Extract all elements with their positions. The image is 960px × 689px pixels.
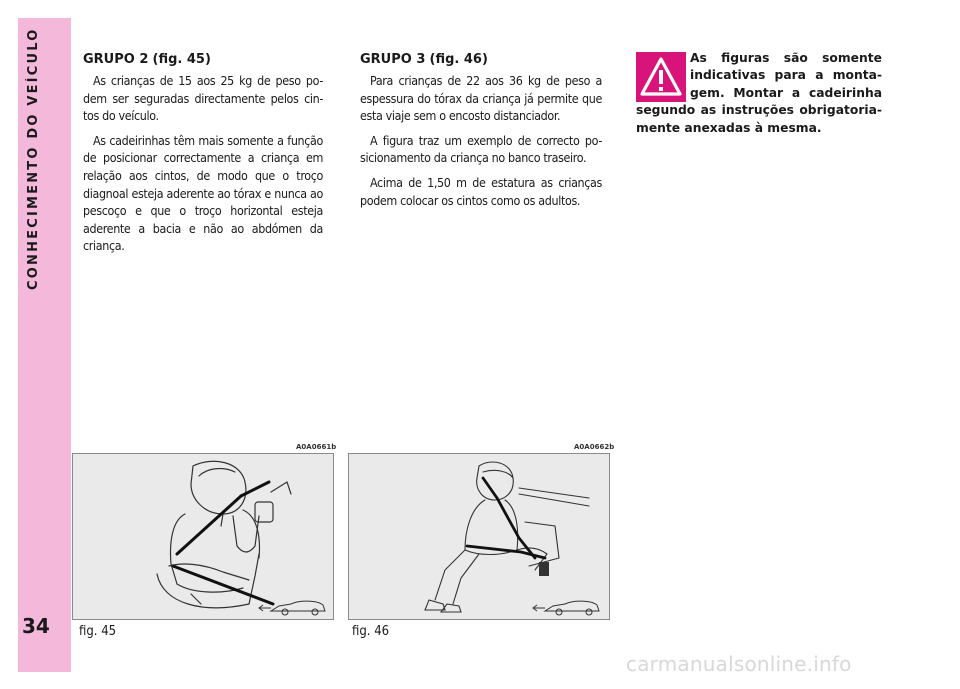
heading-title: GRUPO 2 [83,52,149,67]
warning-text: As figuras são somente indicativas para a monta-gem. Montar a cadeirinha segundo as instruções obrigatoria-mente anexadas à mesma. [636,51,882,135]
heading-fig-ref: (fig. 46) [429,52,488,67]
paragraph: Para crianças de 22 aos 36 kg de peso a espessura do tórax da criança já permite que esta viaje sem o encosto distanciador. [360,73,602,124]
paragraph: As cadeirinhas têm mais somente a função de posicionar correctamente a criança em relação aos cintos, de modo que o troço diagnoal esteja aderente ao tórax e nunca ao pescoço e que o troço horizontal esteja aderente a bacia e não ao abdómen da criança. [83,132,323,254]
figure-code: A0A0661b [296,443,337,451]
heading-title: GRUPO 3 [360,52,426,67]
child-rear-seat-belt-illustration [349,454,609,619]
figure-45-image [72,453,334,620]
figure-caption: fig. 46 [352,624,390,639]
figure-caption: fig. 45 [79,624,117,639]
child-booster-seat-illustration [73,454,333,619]
warning-triangle-icon [636,52,686,102]
paragraph: A figura traz um exemplo de correcto po-sicionamento da criança no banco traseiro. [360,132,602,166]
paragraph: Acima de 1,50 m de estatura as crianças podem colocar os cintos como os adultos. [360,174,602,208]
paragraph: As crianças de 15 aos 25 kg de peso po-dem ser seguradas directamente pelos cin-tos do veículo. [83,73,323,124]
heading-fig-ref: (fig. 45) [152,52,211,67]
heading-grupo-3 [360,50,602,69]
watermark: carmanualsonline.info [626,652,852,676]
figure-code: A0A0662b [574,443,615,451]
page-number: 34 [22,614,50,638]
warning-box [636,50,882,137]
column-grupo-3 [360,50,602,216]
heading-grupo-2 [83,50,323,69]
figure-46-image [348,453,610,620]
column-grupo-2 [83,50,323,262]
section-title: CONHECIMENTO DO VEÍCULO [26,28,41,291]
